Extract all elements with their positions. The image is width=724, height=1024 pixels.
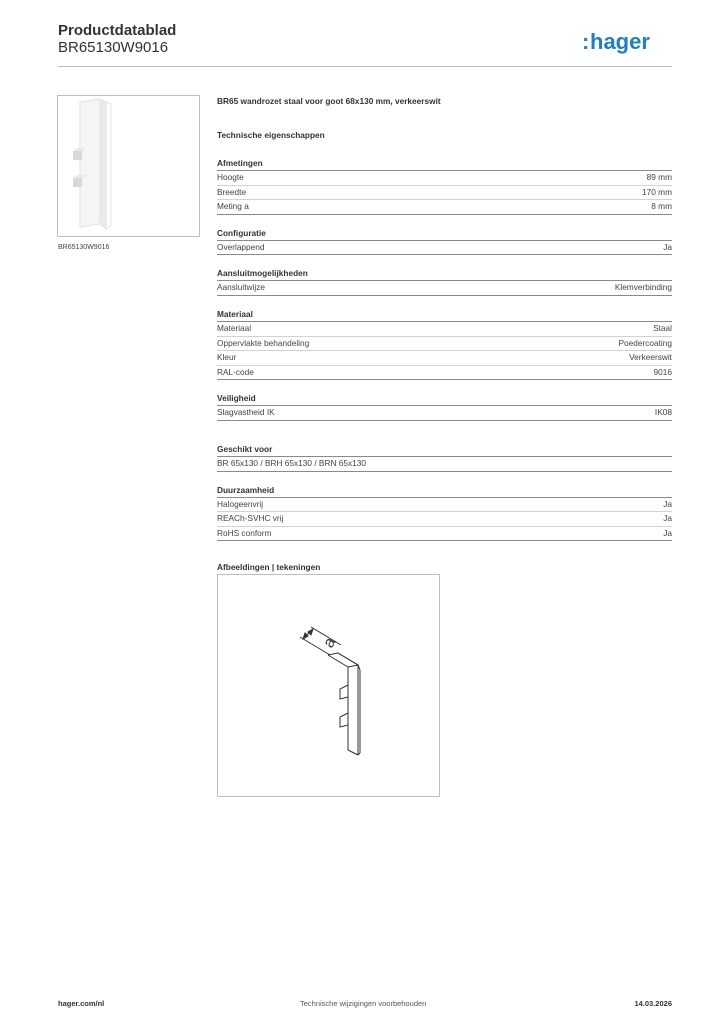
group-aansluitmogelijkheden [217, 267, 672, 296]
footer-disclaimer: Technische wijzigingen voorbehouden [300, 999, 427, 1008]
spec-row [217, 186, 672, 201]
spec-row [217, 200, 672, 215]
product-name: BR65 wandrozet staal voor goot 68x130 mm, verkeerswit [217, 96, 441, 106]
product-image [57, 95, 200, 237]
technical-drawing [217, 574, 440, 797]
group-title: Geschikt voor [217, 443, 672, 457]
product-code: BR65130W9016 [58, 39, 169, 56]
spec-label: Materiaal [217, 322, 252, 333]
spec-row [217, 281, 672, 296]
group-title: Materiaal [217, 308, 672, 322]
spec-label: BR 65x130 / BRH 65x130 / BRN 65x130 [217, 457, 366, 468]
image-caption: BR65130W9016 [58, 244, 110, 251]
spec-value: IK08 [654, 407, 672, 418]
logo-prefix: : [582, 29, 590, 54]
group-title: Veiligheid [217, 392, 672, 406]
footer-website[interactable]: hager.com/nl [58, 999, 105, 1008]
spec-value: 89 mm [646, 172, 672, 182]
spec-value: 8 mm [651, 201, 672, 212]
spec-label: RAL-code [217, 366, 254, 377]
group-title: Configuratie [217, 227, 672, 241]
spec-row [217, 322, 672, 337]
group-title: Duurzaamheid [217, 484, 672, 498]
group-veiligheid [217, 392, 672, 421]
spec-row [217, 498, 672, 513]
spec-label: RoHS conform [217, 527, 272, 538]
spec-label: Slagvastheid IK [217, 407, 275, 418]
hager-logo [582, 28, 672, 58]
group-title: Afmetingen [217, 157, 672, 171]
spec-label: Breedte [217, 186, 247, 197]
spec-value: 170 mm [642, 186, 672, 197]
spec-row [217, 351, 672, 366]
group-title: Aansluitmogelijkheden [217, 267, 672, 281]
group-duurzaamheid [217, 484, 672, 542]
spec-value: 9016 [653, 366, 672, 377]
group-afmetingen [217, 157, 672, 215]
page-title: Productdatablad [58, 22, 177, 39]
spec-label: Overlappend [217, 241, 265, 252]
images-title: Afbeeldingen | tekeningen [217, 562, 321, 573]
spec-value: Ja [663, 527, 672, 538]
spec-value: Ja [663, 498, 672, 509]
spec-row [217, 527, 672, 542]
spec-value: Klemverbinding [614, 282, 672, 293]
spec-label: REACh-SVHC vrij [217, 513, 284, 524]
spec-label: Meting a [217, 201, 249, 212]
tech-properties-title: Technische eigenschappen [217, 130, 325, 140]
group-geschikt-voor [217, 443, 672, 472]
spec-row [217, 241, 672, 256]
spec-value: Verkeerswit [629, 352, 672, 363]
spec-value: Ja [663, 513, 672, 524]
logo-text: hager [590, 29, 650, 54]
spec-row [217, 337, 672, 352]
spec-label: Kleur [217, 352, 237, 363]
spec-row [217, 512, 672, 527]
spec-label: Halogeenvrij [217, 498, 264, 509]
spec-label: Oppervlakte behandeling [217, 337, 310, 348]
spec-content [217, 95, 672, 573]
group-configuratie [217, 227, 672, 256]
footer-date: 14.03.2026 [634, 999, 672, 1008]
spec-value: Ja [663, 241, 672, 252]
header-divider [58, 66, 672, 67]
spec-value: Staal [653, 322, 672, 333]
spec-row [217, 366, 672, 381]
spec-value: Poedercoating [618, 337, 672, 348]
spec-row [217, 406, 672, 421]
spec-label: Hoogte [217, 172, 244, 182]
drawing-label-a: a [320, 634, 340, 651]
spec-row [217, 171, 672, 186]
spec-row [217, 457, 672, 472]
spec-label: Aansluitwijze [217, 282, 265, 293]
group-materiaal [217, 308, 672, 380]
